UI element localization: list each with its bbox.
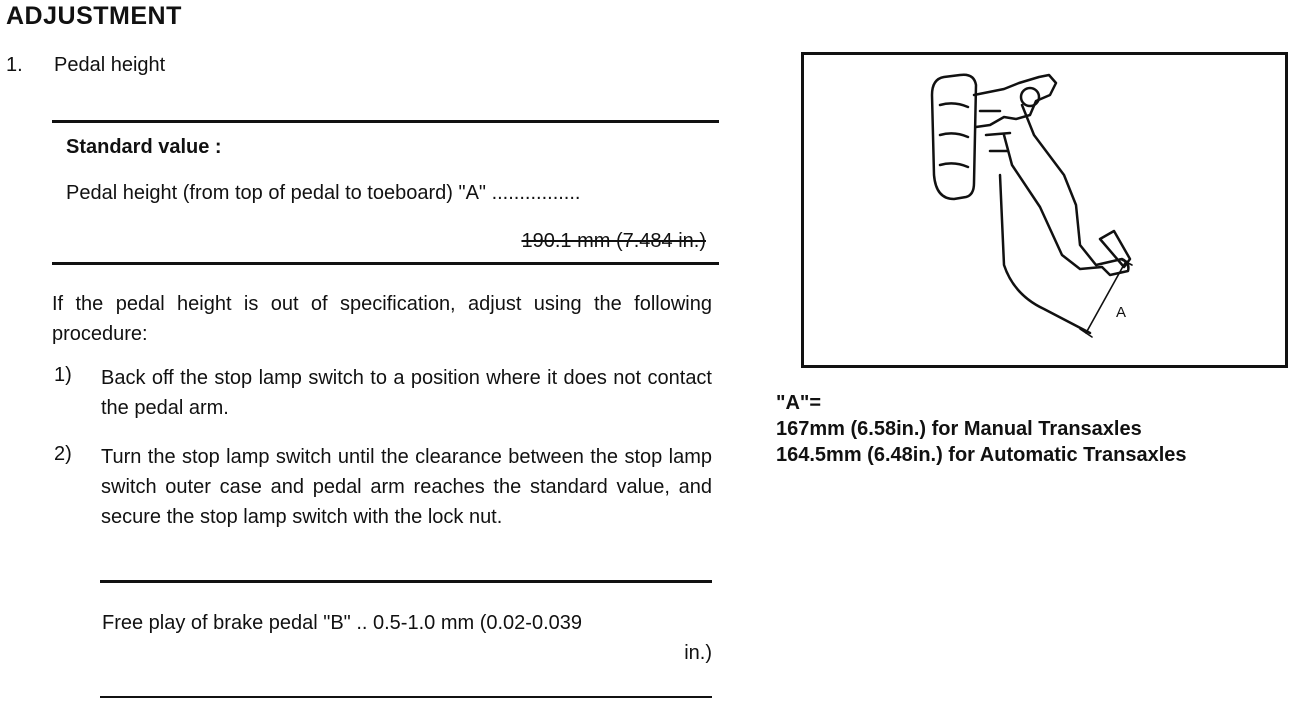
step-label: Pedal height bbox=[54, 54, 166, 76]
procedure-item-number: 2) bbox=[54, 443, 72, 465]
step-number: 1. bbox=[6, 54, 23, 76]
procedure-item-number: 1) bbox=[54, 364, 72, 386]
standard-value-amount: 190.1 mm (7.484 in.) bbox=[521, 230, 706, 252]
standard-value-line: Pedal height (from top of pedal to toeboard) "A" ................ bbox=[66, 182, 581, 204]
booster-plate-outline bbox=[932, 75, 976, 199]
section-title: ADJUSTMENT bbox=[6, 2, 182, 30]
pedal-bracket bbox=[974, 75, 1056, 127]
standard-value-heading: Standard value : bbox=[66, 136, 222, 158]
pedal-pivot bbox=[1021, 88, 1039, 106]
standard-box-top-rule bbox=[52, 120, 719, 123]
free-play-spec-label: Free play of brake pedal "B" .. 0.5-1.0 mm (0.02-0.039 bbox=[102, 612, 582, 634]
caption-automatic: 164.5mm (6.48in.) for Automatic Transaxles bbox=[776, 444, 1187, 466]
booster-plate-ribs bbox=[940, 103, 968, 167]
free-play-spec bbox=[102, 608, 712, 668]
caption-title: "A"= bbox=[776, 392, 822, 414]
dimension-a-label: A bbox=[1116, 304, 1127, 321]
procedure-item-text: Back off the stop lamp switch to a position where it does not contact the pedal arm. bbox=[101, 367, 712, 419]
spec-box-bottom-rule bbox=[100, 696, 712, 698]
toeboard-line bbox=[1000, 175, 1090, 333]
caption-manual: 167mm (6.58in.) for Manual Transaxles bbox=[776, 418, 1142, 440]
procedure-item-text: Turn the stop lamp switch until the clearance between the stop lamp switch outer case and pedal arm reaches the standard value, and secure the stop lamp switch with the lock nut. bbox=[101, 446, 712, 528]
figure-caption bbox=[776, 390, 1187, 468]
brake-pedal-figure bbox=[801, 52, 1288, 368]
brake-pedal-diagram bbox=[804, 55, 1285, 365]
free-play-spec-value: in.) bbox=[684, 642, 712, 664]
spec-box-top-rule bbox=[100, 580, 712, 583]
standard-box-bottom-rule bbox=[52, 262, 719, 265]
procedure-intro: If the pedal height is out of specification, adjust using the following procedure: bbox=[52, 293, 712, 345]
